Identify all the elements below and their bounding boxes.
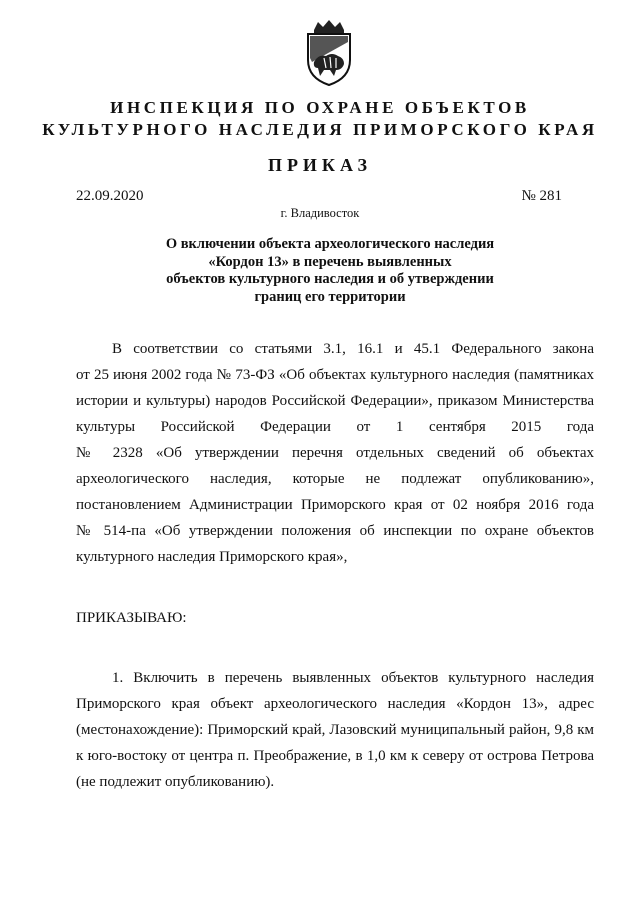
- org-name-line2: КУЛЬТУРНОГО НАСЛЕДИЯ ПРИМОРСКОГО КРАЯ: [42, 120, 598, 139]
- coat-of-arms-emblem: [298, 18, 360, 88]
- document-city: г. Владивосток: [280, 206, 360, 220]
- title-line: границ его территории: [254, 288, 406, 305]
- title-line: «Кордон 13» в перечень выявленных: [208, 253, 452, 270]
- item1-line: к юго-востоку от центра п. Преображение, в 1,0 км к северу от острова Петрова: [76, 748, 594, 764]
- preamble-line: В соответствии со статьями 3.1, 16.1 и 45.1 Федерального закона: [112, 341, 594, 357]
- title-line: объектов культурного наследия и об утверждении: [166, 271, 494, 287]
- document-number: № 281: [521, 188, 562, 204]
- org-name-line1: ИНСПЕКЦИЯ ПО ОХРАНЕ ОБЪЕКТОВ: [110, 98, 530, 117]
- item1-line: 1. Включить в перечень выявленных объектов культурного наследия: [112, 670, 594, 686]
- preamble-line: культурного наследия Приморского края»,: [76, 549, 348, 565]
- preamble-line: истории и культуры) народов Российской Федерации», приказом Министерства: [76, 393, 594, 409]
- preamble-line: культуры Российской Федерации от 1 сентября 2015 года: [76, 419, 594, 435]
- preamble-line: археологического наследия, которые не подлежат опубликованию»,: [76, 471, 594, 487]
- document-date: 22.09.2020: [76, 188, 144, 204]
- preamble-line: от 25 июня 2002 года № 73-ФЗ «Об объектах культурного наследия (памятниках: [76, 367, 594, 383]
- document-type: ПРИКАЗ: [267, 155, 373, 175]
- item1-line: Приморского края объект археологического наследия «Кордон 13», адрес: [76, 696, 594, 712]
- preamble-line: № 2328 «Об утверждении перечня отдельных сведений об объектах: [76, 445, 594, 461]
- document-title: [120, 236, 540, 306]
- title-line: О включении объекта археологического наследия: [165, 236, 495, 252]
- item1-line: (не подлежит опубликованию).: [76, 774, 275, 790]
- item1-line: (местонахождение): Приморский край, Лазовский муниципальный район, 9,8 км: [76, 722, 594, 738]
- preamble-line: № 514-па «Об утверждении положения об инспекции по охране объектов: [76, 523, 594, 539]
- order-word: ПРИКАЗЫВАЮ:: [76, 610, 187, 626]
- preamble-line: постановлением Администрации Приморского края от 02 ноября 2016 года: [76, 497, 594, 513]
